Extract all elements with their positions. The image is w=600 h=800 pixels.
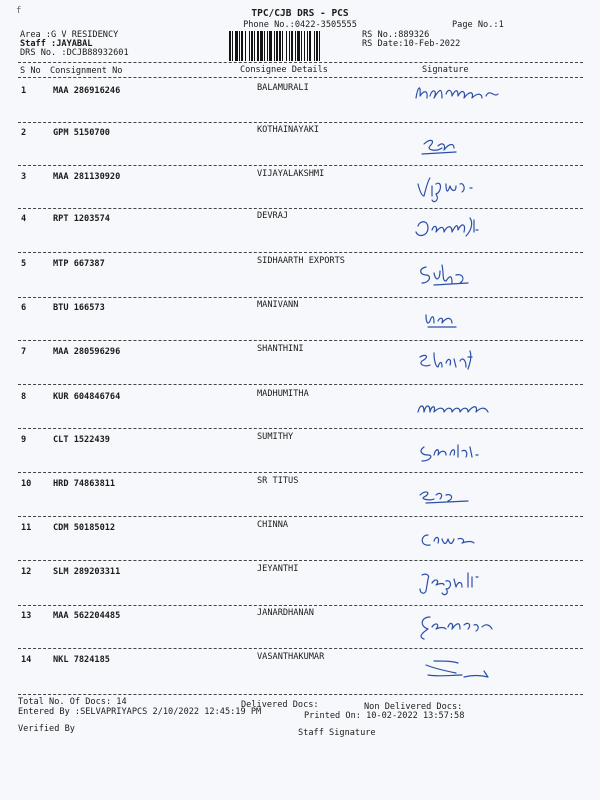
signature-icon [412,343,532,383]
consignment-number: SLM 289203311 [53,567,121,577]
barcode-icon [229,31,356,61]
printed-on: Printed On: 10-02-2022 13:57:58 [304,711,465,721]
entered-by: Entered By :SELVAPRIYAPCS 2/10/2022 12:45:19 PM [18,707,262,717]
serial-number: 11 [21,523,32,533]
row-divider [18,560,583,561]
page-number: Page No.:1 [452,20,504,30]
signature-icon [412,651,532,691]
consignee-name: DEVRAJ [257,211,289,221]
area-label: Area :G V RESIDENCY [20,30,119,40]
consignment-number: MAA 562204485 [53,611,121,621]
serial-number: 8 [21,392,27,402]
serial-number: 2 [21,128,27,138]
signature-icon [412,76,532,116]
staff-signature: Staff Signature [298,728,376,738]
serial-number: 4 [21,214,27,224]
consignment-number: MAA 280596296 [53,347,121,357]
consignment-number: HRD 74863811 [53,479,116,489]
document-title: TPC/CJB DRS - PCS [251,8,349,19]
consignee-name: VASANTHAKUMAR [257,652,325,662]
signature-icon [412,210,532,250]
total-docs: Total No. Of Docs: 14 [18,697,127,707]
column-header-consignment: Consignment No [50,66,123,76]
row-divider [18,297,583,298]
consignment-number: CLT 1522439 [53,435,110,445]
consignee-name: SHANTHINI [257,344,304,354]
signature-icon [412,170,532,210]
consignee-name: JEYANTHI [257,564,299,574]
serial-number: 14 [21,655,32,665]
signature-icon [412,257,532,297]
row-divider [18,208,583,209]
consignment-number: RPT 1203574 [53,214,110,224]
row-divider [18,428,583,429]
serial-number: 6 [21,303,27,313]
table-row [0,83,600,130]
consignee-name: BALAMURALI [257,83,309,93]
signature-icon [412,563,532,603]
column-header-sno: S No [20,66,41,76]
row-divider [18,340,583,341]
consignee-name: KOTHAINAYAKI [257,125,320,135]
consignee-name: CHINNA [257,520,289,530]
serial-number: 10 [21,479,32,489]
signature-icon [412,607,532,647]
consignee-name: VIJAYALAKSHMI [257,169,325,179]
verified-by: Verified By [18,724,75,734]
rs-number: RS No.:889326 [362,30,430,40]
table-row [0,389,600,436]
divider [18,62,583,63]
signature-icon [412,521,532,561]
serial-number: 13 [21,611,32,621]
non-delivered-docs: Non Delivered Docs: [364,702,463,712]
row-divider [18,122,583,123]
rs-date: RS Date:10-Feb-2022 [362,39,461,49]
signature-icon [412,128,532,168]
serial-number: 7 [21,347,27,357]
row-divider [18,165,583,166]
consignee-name: SIDHAARTH EXPORTS [257,256,345,266]
row-divider [18,472,583,473]
phone-number: Phone No.:0422-3505555 [243,20,357,30]
corner-mark: f [16,6,22,16]
serial-number: 3 [21,172,27,182]
consignee-name: JANARDHANAN [257,608,314,618]
signature-icon [412,477,532,517]
drs-number: DRS No. :DCJB88932601 [20,48,129,58]
signature-icon [412,433,532,473]
consignee-name: MANIVANN [257,300,299,310]
serial-number: 12 [21,567,32,577]
serial-number: 5 [21,259,27,269]
consignee-name: SR TITUS [257,476,299,486]
signature-icon [412,390,532,430]
delivered-docs: Delivered Docs: [241,700,319,710]
consignment-number: GPM 5150700 [53,128,110,138]
row-divider [18,516,583,517]
consignment-number: BTU 166573 [53,303,105,313]
consignee-name: SUMITHY [257,432,294,442]
consignment-number: KUR 604846764 [53,392,121,402]
consignment-number: MAA 286916246 [53,86,121,96]
serial-number: 9 [21,435,27,445]
column-header-consignee: Consignee Details [240,65,328,75]
row-divider [18,605,583,606]
consignment-number: MAA 281130920 [53,172,121,182]
consignment-number: CDM 50185012 [53,523,116,533]
serial-number: 1 [21,86,27,96]
table-row [0,652,600,699]
staff-label: Staff :JAYABAL [20,39,93,49]
row-divider [18,384,583,385]
consignee-name: MADHUMITHA [257,389,309,399]
signature-icon [412,301,532,341]
row-divider [18,648,583,649]
consignment-number: NKL 7824185 [53,655,110,665]
row-divider [18,252,583,253]
consignment-number: MTP 667387 [53,259,105,269]
row-divider [18,694,583,695]
column-header-signature: Signature [422,65,469,75]
